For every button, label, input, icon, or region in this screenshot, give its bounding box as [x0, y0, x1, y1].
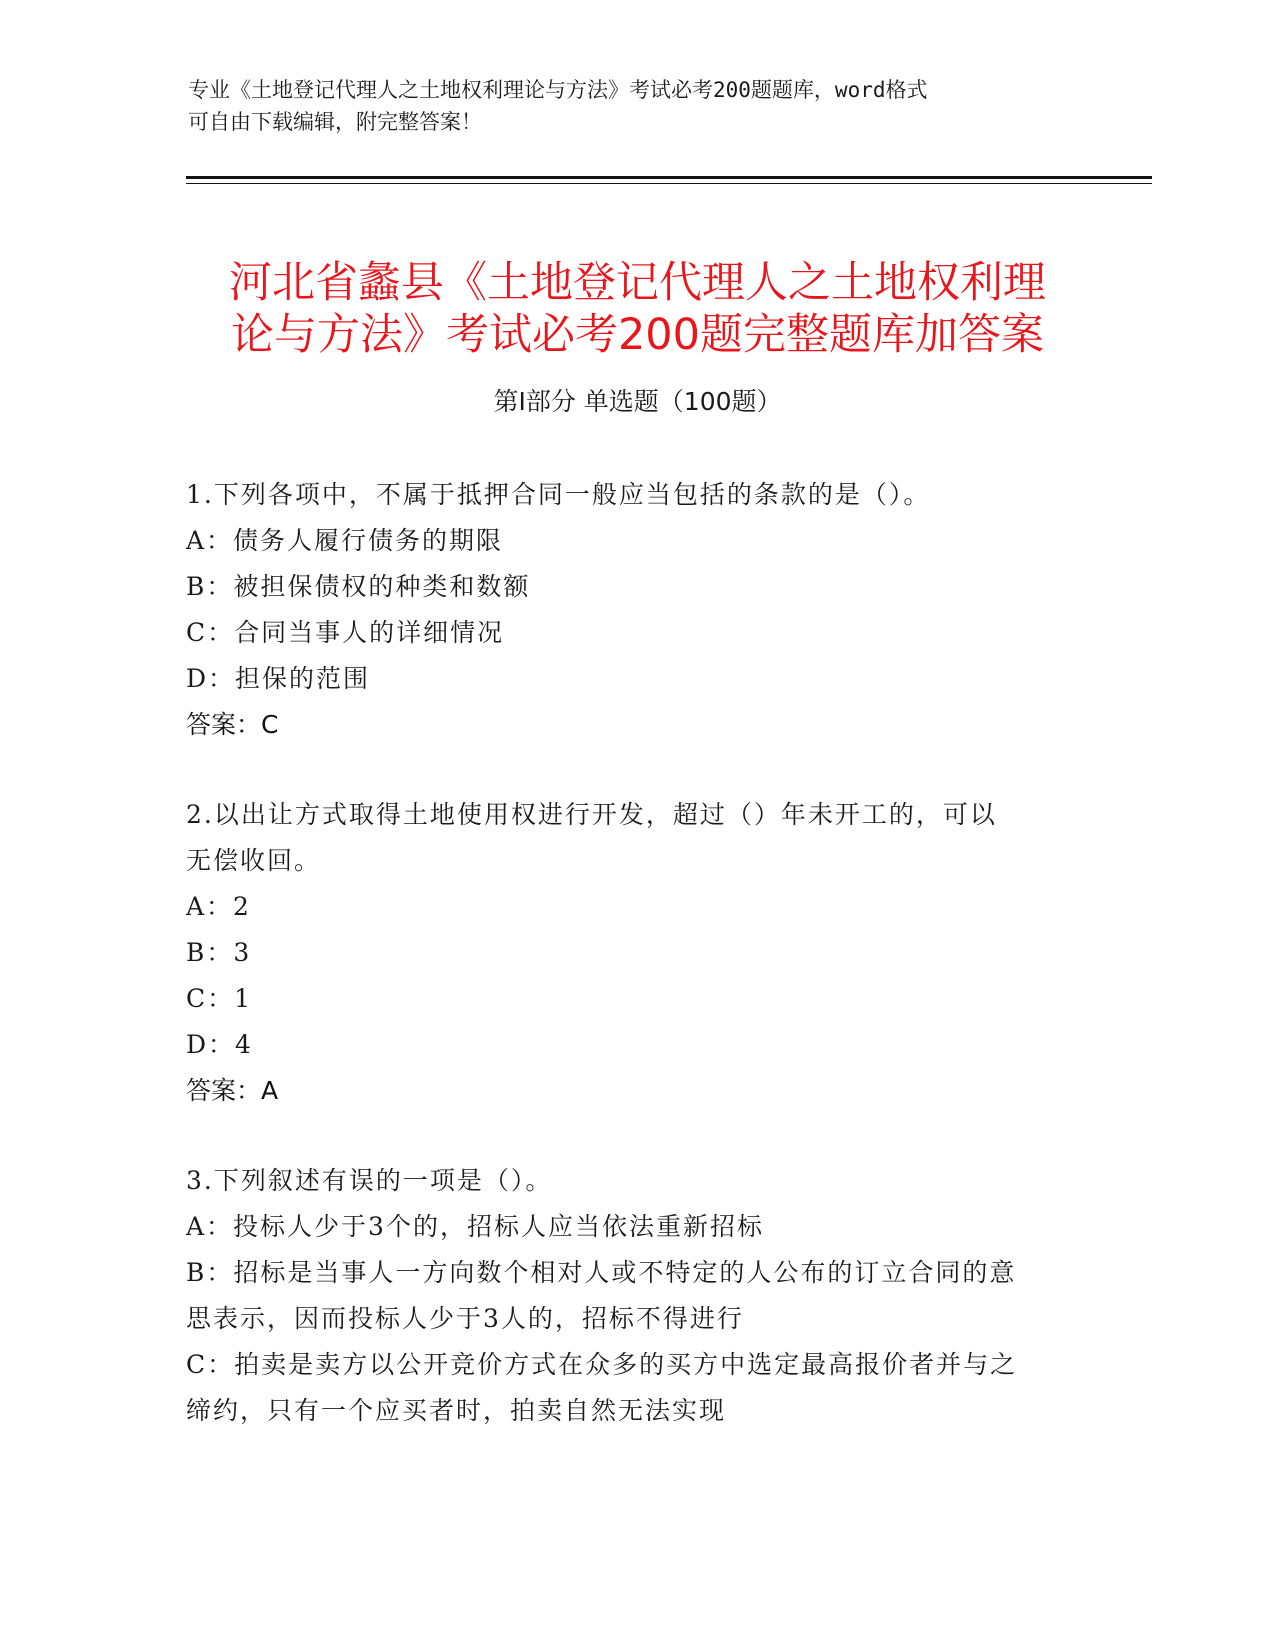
option-a: A：2 — [186, 892, 251, 921]
option-a: A：投标人少于3个的，招标人应当依法重新招标 — [186, 1212, 764, 1241]
title-line: 河北省蠡县《土地登记代理人之土地权利理 — [229, 257, 1046, 308]
question-item — [186, 792, 1086, 1114]
option-b: B：招标是当事人一方向数个相对人或不特定的人公布的订立合同的意 — [186, 1258, 1017, 1287]
question-text: 3.下列叙述有误的一项是（）。 — [186, 1166, 553, 1195]
header-note — [188, 74, 1068, 138]
answer: 答案：A — [186, 1076, 279, 1105]
document-title — [0, 257, 1275, 361]
header-note-line: 可自由下载编辑，附完整答案！ — [188, 110, 482, 134]
option-c: C：拍卖是卖方以公开竞价方式在众多的买方中选定最高报价者并与之 — [186, 1350, 1018, 1379]
question-item — [186, 1158, 1086, 1434]
option-d: D：4 — [186, 1030, 253, 1059]
section-heading: 第Ⅰ部分 单选题（100题） — [493, 387, 782, 416]
question-text: 2.以出让方式取得土地使用权进行开发，超过（）年未开工的，可以 — [186, 800, 997, 829]
header-divider-thin — [186, 183, 1152, 184]
option-b: B：3 — [186, 938, 252, 967]
option-b: 思表示，因而投标人少于3人的，招标不得进行 — [186, 1304, 744, 1333]
header-note-line: 专业《土地登记代理人之土地权利理论与方法》考试必考200题题库，word格式 — [188, 78, 928, 102]
question-list — [186, 472, 1086, 1478]
option-a: A：债务人履行债务的期限 — [186, 526, 504, 555]
question-text: 无偿收回。 — [186, 846, 322, 875]
option-b: B：被担保债权的种类和数额 — [186, 572, 531, 601]
answer: 答案：C — [186, 710, 279, 739]
option-c: C：合同当事人的详细情况 — [186, 618, 505, 647]
header-divider-thick — [186, 176, 1152, 179]
option-c: 缔约，只有一个应买者时，拍卖自然无法实现 — [186, 1396, 727, 1425]
title-line: 论与方法》考试必考200题完整题库加答案 — [230, 309, 1045, 360]
question-text: 1.下列各项中，不属于抵押合同一般应当包括的条款的是（）。 — [186, 480, 931, 509]
option-c: C：1 — [186, 984, 253, 1013]
option-d: D：担保的范围 — [186, 664, 371, 693]
question-item — [186, 472, 1086, 748]
